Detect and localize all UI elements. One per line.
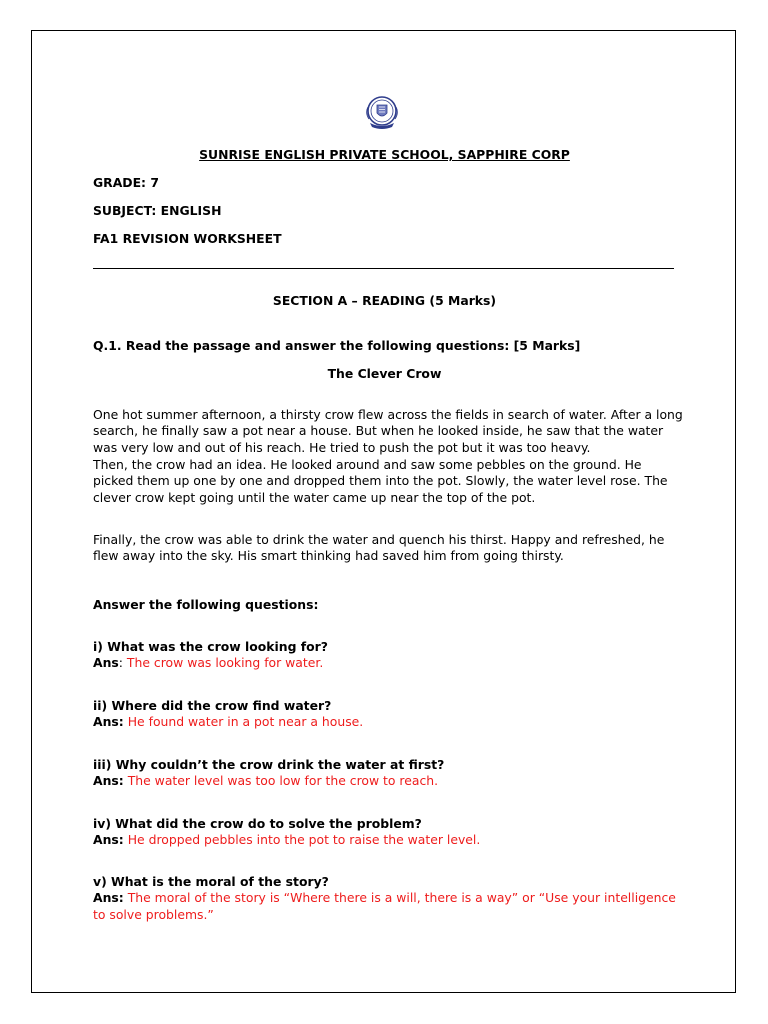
passage-paragraph-1: One hot summer afternoon, a thirsty crow flew across the fields in search of water. After a long search, he finally saw a pot near a house. But when he looked inside, he saw that the water was very low and out of his reach. He tried to push the pot but it was too heavy. [93, 407, 683, 455]
answer-text: The crow was looking for water. [126, 655, 324, 671]
passage-paragraph-2: Then, the crow had an idea. He looked around and saw some pebbles on the ground. He picked them up one by one and dropped them into the pot. Slowly, the water level rose. The clever crow kept going until the water came up near the top of the pot. [93, 457, 668, 505]
answer-label: Ans: [93, 773, 124, 789]
question-item-4 [93, 816, 683, 849]
answer-text: The water level was too low for the crow to reach. [127, 773, 439, 789]
section-title: SECTION A – READING (5 Marks) [272, 293, 497, 308]
question-prompt: Q.1. Read the passage and answer the following questions: [5 Marks] [93, 338, 581, 353]
passage-paragraph-3: Finally, the crow was able to drink the water and quench his thirst. Happy and refreshed, he flew away into the sky. His smart thinking had saved him from going thirsty. [93, 532, 665, 564]
answer-text: He dropped pebbles into the pot to raise the water level. [127, 832, 481, 848]
school-crest-icon [362, 93, 402, 133]
subject-line: SUBJECT: ENGLISH [93, 203, 222, 218]
answer-text: He found water in a pot near a house. [127, 714, 364, 730]
questions-heading: Answer the following questions: [93, 597, 319, 612]
question-text: ii) Where did the crow find water? [93, 698, 332, 713]
passage-title: The Clever Crow [327, 366, 442, 381]
school-name: SUNRISE ENGLISH PRIVATE SCHOOL, SAPPHIRE CORP [199, 147, 570, 162]
question-item-2 [93, 698, 683, 731]
question-item-1: i) What was the crow looking for? Ans: The crow was looking for water. [93, 639, 683, 672]
question-item-3 [93, 757, 683, 790]
answer-label: Ans: [93, 714, 124, 730]
grade-line: GRADE: 7 [93, 175, 159, 190]
answer-label: Ans [93, 655, 119, 671]
header-divider [93, 268, 674, 269]
question-text: i) What was the crow looking for? [93, 639, 328, 654]
answer-text: The moral of the story is “Where there is a will, there is a way” or “Use your intelligence to solve problems.” [93, 890, 676, 922]
answer-label: Ans: [93, 890, 124, 906]
question-text: iv) What did the crow do to solve the problem? [93, 816, 422, 831]
question-text: v) What is the moral of the story? [93, 874, 329, 889]
worksheet-title: FA1 REVISION WORKSHEET [93, 231, 282, 246]
question-text: iii) Why couldn’t the crow drink the water at first? [93, 757, 445, 772]
question-item-5 [93, 874, 683, 923]
answer-label: Ans: [93, 832, 124, 848]
